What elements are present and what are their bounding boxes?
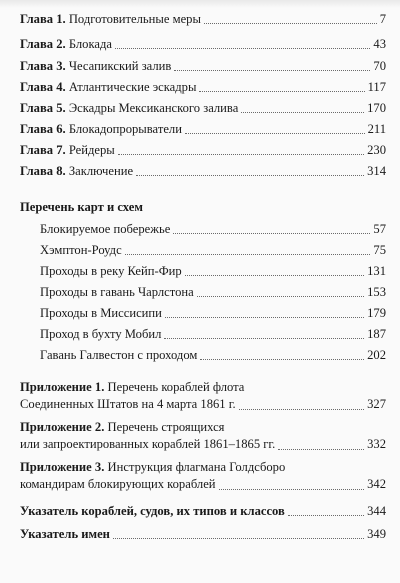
chapter-label: Глава 5.: [20, 101, 66, 115]
appendix-title-line-1: Инструкция флагмана Голдсборо: [107, 460, 286, 474]
leader-dots: [288, 515, 364, 516]
toc-entry-ship-index[interactable]: [20, 504, 386, 519]
appendix-label: Приложение 2.: [20, 420, 105, 434]
map-title: Гавань Галвестон с проходом: [40, 348, 198, 362]
appendix-title-line-2: Соединенных Штатов на 4 марта 1861 г.: [20, 397, 236, 411]
toc-entry-chapter-4[interactable]: [20, 80, 386, 95]
map-title: Проходы в гавань Чарлстона: [40, 285, 194, 299]
leader-dots: [115, 48, 370, 49]
page-number: 57: [373, 222, 386, 236]
toc-entry-appendix-1[interactable]: [20, 379, 386, 413]
index-title: Указатель кораблей, судов, их типов и классов: [20, 504, 285, 518]
toc-entry-chapter-3[interactable]: [20, 59, 386, 74]
chapter-label: Глава 7.: [20, 143, 66, 157]
page-number: 202: [367, 348, 386, 362]
page-number: 131: [367, 264, 386, 278]
leader-dots: [164, 338, 364, 339]
leader-dots: [197, 296, 364, 297]
appendix-title-line-1: Перечень кораблей флота: [107, 380, 245, 394]
toc-entry-map-3[interactable]: [40, 264, 386, 279]
toc-entry-map-2[interactable]: [40, 243, 386, 258]
leader-dots: [173, 233, 370, 234]
chapter-label: Глава 6.: [20, 122, 66, 136]
leader-dots: [136, 175, 364, 176]
chapter-title: Атлантические эскадры: [68, 80, 197, 94]
chapter-title: Заключение: [68, 164, 134, 178]
leader-dots: [174, 70, 370, 71]
leader-dots: [185, 275, 364, 276]
page-number: 179: [367, 306, 386, 320]
chapter-title: Рейдеры: [68, 143, 115, 157]
page-number: 344: [367, 504, 386, 518]
page-number: 43: [373, 37, 386, 51]
chapter-label: Глава 3.: [20, 59, 66, 73]
toc-entry-chapter-7[interactable]: [20, 143, 386, 158]
toc-entry-chapter-5[interactable]: [20, 101, 386, 116]
leader-dots: [185, 133, 365, 134]
leader-dots: [278, 449, 364, 450]
map-title: Проходы в Миссисипи: [40, 306, 162, 320]
appendix-title-line-1: Перечень строящихся: [107, 420, 225, 434]
leader-dots: [113, 538, 364, 539]
toc-entry-chapter-2[interactable]: [20, 37, 386, 52]
toc-entry-name-index[interactable]: [20, 527, 386, 542]
page-number: 349: [367, 527, 386, 541]
page-number: 75: [373, 243, 386, 257]
page-number: 332: [367, 437, 386, 451]
chapter-label: Глава 4.: [20, 80, 66, 94]
appendix-label: Приложение 3.: [20, 460, 105, 474]
toc-entry-map-7[interactable]: [40, 348, 386, 363]
leader-dots: [219, 489, 365, 490]
appendix-label: Приложение 1.: [20, 380, 105, 394]
chapter-label: Глава 8.: [20, 164, 66, 178]
page-number: 187: [367, 327, 386, 341]
toc-entry-map-1[interactable]: [40, 222, 386, 237]
leader-dots: [204, 23, 377, 24]
toc-entry-map-5[interactable]: [40, 306, 386, 321]
chapter-label: Глава 2.: [20, 37, 66, 51]
leader-dots: [239, 409, 364, 410]
page-number: 230: [367, 143, 386, 157]
page-number: 211: [367, 122, 386, 136]
page-number: 117: [367, 80, 386, 94]
page-number: 153: [367, 285, 386, 299]
chapter-title: Подготовительные меры: [68, 12, 201, 26]
toc-entry-chapter-8[interactable]: [20, 164, 386, 179]
page-number: 314: [367, 164, 386, 178]
chapter-title: Блокадопрорыватели: [68, 122, 182, 136]
chapter-label: Глава 1.: [20, 12, 66, 26]
chapter-title: Блокада: [68, 37, 112, 51]
page-number: 327: [367, 397, 386, 411]
toc-entry-map-4[interactable]: [40, 285, 386, 300]
toc-entry-chapter-6[interactable]: [20, 122, 386, 137]
toc-entry-map-6[interactable]: [40, 327, 386, 342]
leader-dots: [118, 154, 364, 155]
leader-dots: [165, 317, 364, 318]
chapter-title: Чесапикский залив: [68, 59, 172, 73]
page-number: 170: [367, 101, 386, 115]
leader-dots: [241, 112, 364, 113]
map-title: Блокируемое побережье: [40, 222, 171, 236]
index-title: Указатель имен: [20, 527, 110, 541]
map-title: Проход в бухту Мобил: [40, 327, 162, 341]
appendix-title-line-2: командирам блокирующих кораблей: [20, 477, 216, 491]
toc-entry-appendix-2[interactable]: [20, 419, 386, 453]
map-title: Хэмптон-Роудс: [40, 243, 122, 257]
toc-entry-chapter-1[interactable]: [20, 12, 386, 27]
page-number: 70: [373, 59, 386, 73]
page-top-shadow: [0, 0, 400, 8]
page-number: 7: [379, 12, 386, 26]
leader-dots: [200, 359, 364, 360]
appendix-title-line-2: или запроектированных кораблей 1861–1865 гг.: [20, 437, 276, 451]
map-title: Проходы в реку Кейп-Фир: [40, 264, 182, 278]
leader-dots: [125, 254, 371, 255]
toc-entry-appendix-3[interactable]: [20, 459, 386, 493]
leader-dots: [199, 91, 364, 92]
chapter-title: Эскадры Мексиканского залива: [68, 101, 239, 115]
maps-section-heading: Перечень карт и схем: [20, 200, 143, 214]
page-number: 342: [367, 477, 386, 491]
